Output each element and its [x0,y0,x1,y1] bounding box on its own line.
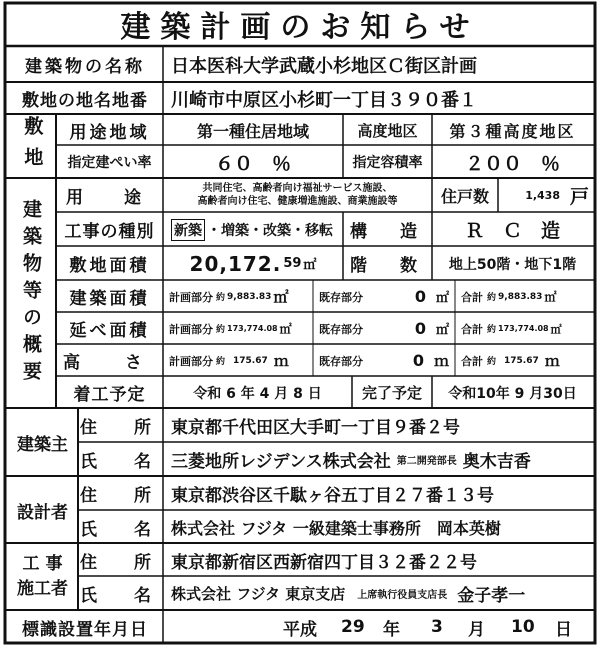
use-label: 用 途 [66,188,153,208]
unit-m2: ㎡ [544,290,557,304]
work-type-selected: 新築 [171,219,205,241]
designer-address-label: 住 所 [80,486,161,506]
building-area-label: 建築面積 [69,289,150,309]
unit-m: ｍ [544,352,560,370]
site-area-value: 20,172. [189,251,282,276]
site-area-label: 敷地面積 [69,256,150,276]
designer-name-value: 株式会社 フジタ 一級建築士事務所 岡本英樹 [171,518,501,538]
sign-date-month: 3 [431,617,443,637]
height-existing-value: 0 [412,351,424,370]
building-area-total-cell [455,281,593,312]
unit-m: ｍ [433,352,449,370]
approx-mark: 約 [487,325,497,335]
height-total-value: 175.67 [504,355,539,366]
sign-date-nichi: 日 [555,619,572,640]
units-value: 1,438 [525,189,560,202]
sign-date-label: 標識設置年月日 [22,619,148,640]
existing-part-label: 既存部分 [319,290,363,304]
owner-person: 奥木吉香 [462,452,531,472]
units-label: 住戸数 [440,187,489,206]
floor-area-plan-value: 173,774.08 [227,324,278,333]
approx-mark: 約 [487,293,497,303]
contractor-address-value: 東京都新宿区西新宿四丁目３２番２２号 [171,552,477,573]
unit-m: ｍ [273,352,289,370]
owner-name-value [163,443,593,476]
units-value-cell [498,179,593,212]
height-zone-label: 高度地区 [357,121,418,140]
contractor-section-label: 工 事 施工者 [17,554,68,599]
sign-date-nen: 年 [383,619,400,640]
contractor-title: 上席執行役員支店長 [357,590,448,601]
designer-section-label: 設計者 [17,502,68,523]
work-type-label: 工事の種別 [64,222,155,242]
floor-area-total-value: 173,774.08 [498,324,549,333]
total-label: 合計 [461,354,483,368]
page-title: 建築計画のお知らせ [120,10,480,45]
plan-part-label: 計画部分 [169,354,213,368]
floors-value: 地上50階・地下1階 [448,256,577,273]
units-unit: 戸 [569,186,589,208]
site-area-decimal: 59 [283,256,302,271]
owner-address-value: 東京都千代田区大手町一丁目９番２号 [171,418,460,438]
approx-mark: 約 [216,325,226,335]
designer-address-value: 東京都渋谷区千駄ヶ谷五丁目２７番１３号 [171,486,494,506]
owner-section-label: 建築主 [17,435,68,455]
plan-part-label: 計画部分 [169,290,213,304]
approx-mark: 約 [216,293,226,303]
use-value-line2: 高齢者向け住宅、健康増進施設、商業施設等 [197,195,398,207]
site-area-value-cell [163,247,343,280]
unit-m2: ㎡ [550,322,562,336]
total-label: 合計 [461,322,483,336]
floors-label: 階 数 [350,256,425,276]
use-zone-value: 第一種住居地域 [196,121,309,141]
use-value-line1: 共同住宅、高齢者向け福祉サービス施設、 [202,183,393,194]
work-type-rest: ・増築・改築・移転 [207,222,333,239]
structure-label: 構 造 [350,222,425,242]
building-section-text: 建築物等の概要 [20,199,42,388]
plan-part-label: 計画部分 [169,322,213,336]
contractor-person: 金子孝一 [457,586,526,606]
designer-name-label: 氏 名 [80,519,161,540]
site-section-text: 敷地 [21,115,44,178]
site-address-label: 敷地の地名地番 [22,91,148,111]
use-value [163,179,432,212]
floor-area-existing-value: 0 [414,319,426,338]
sign-date-era: 平成 [283,619,317,640]
owner-company: 三菱地所レジデンス株式会社 [171,452,391,472]
unit-m2: ㎡ [273,288,289,306]
building-area-existing-cell [313,281,455,312]
finish-value: 令和10年 9 月30日 [448,385,577,402]
height-existing-cell [313,345,455,376]
existing-part-label: 既存部分 [319,322,363,336]
height-plan-cell [163,345,313,376]
contractor-address-label: 住 所 [80,552,161,573]
building-area-existing-value: 0 [414,287,426,306]
building-area-total-value: 9,883.83 [498,291,543,302]
contractor-company: 株式会社 フジタ 東京支店 [171,585,346,603]
use-zone-label: 用途地域 [69,122,150,143]
site-section-label [7,115,56,178]
finish-label: 完了予定 [361,384,422,402]
height-total-cell [455,345,593,376]
building-name-value: 日本医科大学武蔵小杉地区Ｃ街区計画 [171,55,477,77]
floor-area-plan-cell [163,313,313,344]
start-value: 令和 6 年 4 月 8 日 [193,385,322,402]
unit-m2: ㎡ [435,291,449,306]
building-section-label [7,179,56,408]
height-label: 高 さ [63,353,156,373]
building-area-plan-value: 9,883.83 [227,291,272,302]
site-address-value: 川崎市中原区小杉町一丁目３９０番１ [171,89,477,111]
coverage-label: 指定建ぺい率 [67,155,152,171]
building-name-label: 建築物の名称 [25,57,145,77]
existing-part-label: 既存部分 [319,354,363,368]
structure-value: Ｒ Ｃ 造 [464,220,560,242]
owner-title: 第二開発部長 [396,456,457,467]
sign-date-year: 29 [341,617,365,637]
approx-mark: 約 [487,357,497,367]
work-type-value [163,213,343,246]
owner-name-label: 氏 名 [80,452,161,472]
floor-area-total-cell [455,313,593,344]
coverage-value: ６０ ％ [214,152,291,175]
unit-m2: ㎡ [435,323,449,338]
floor-area-existing-cell [313,313,455,344]
total-label: 合計 [461,290,483,304]
start-label: 着工予定 [73,385,146,405]
building-area-plan-cell [163,281,313,312]
floor-area-label: 延べ面積 [69,321,150,341]
far-value: ２００ ％ [464,152,560,175]
site-area-unit: ㎡ [303,258,317,273]
unit-m2: ㎡ [279,322,292,336]
far-label: 指定容積率 [352,155,423,171]
contractor-name-label: 氏 名 [80,586,161,606]
sign-date-day: 10 [511,617,535,637]
height-zone-value: 第３種高度地区 [449,121,576,141]
contractor-name-value [163,577,593,610]
sign-date-value [163,611,593,643]
owner-address-label: 住 所 [80,418,161,438]
height-plan-value: 175.67 [233,355,268,366]
approx-mark: 約 [216,357,226,367]
sign-date-tsuki: 月 [468,619,485,640]
